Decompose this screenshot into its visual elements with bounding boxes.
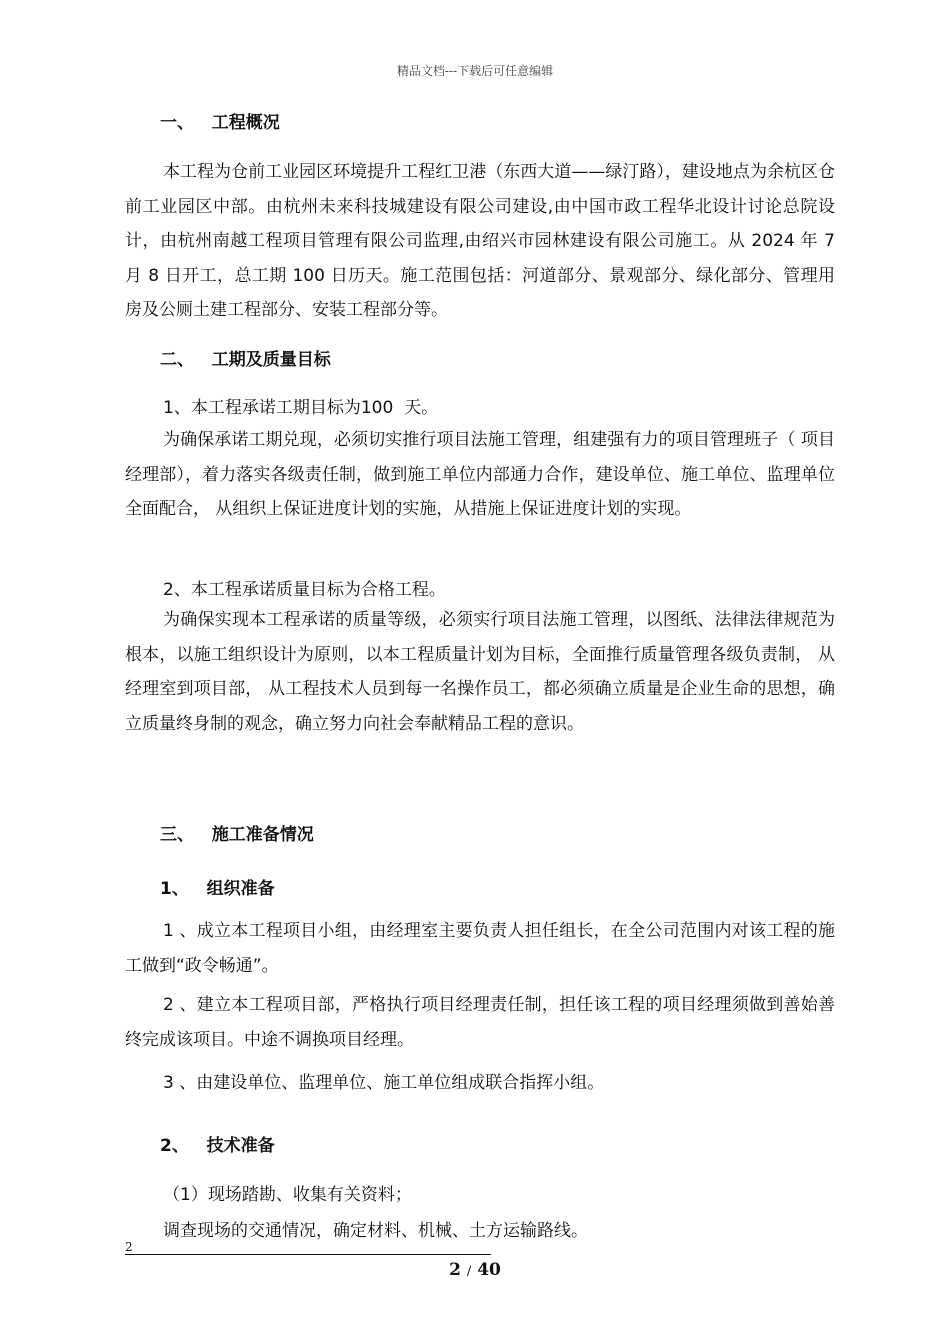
section-2-item-2: 2、本工程承诺质量目标为合格工程。 bbox=[163, 580, 446, 600]
page-number bbox=[0, 1260, 950, 1280]
page-header: 精品文档---下载后可任意编辑 bbox=[396, 64, 554, 78]
subsection-technical-heading: 2、 技术准备 bbox=[160, 1136, 275, 1156]
organization-item-1: 1 、成立本工程项目小组，由经理室主要负责人担任组长，在全公司范围内对该工程的施工做到“政令畅通”。 bbox=[125, 921, 835, 976]
section-1-heading: 一、 工程概况 bbox=[160, 113, 280, 133]
footer-divider bbox=[125, 1254, 491, 1255]
page-separator: / bbox=[466, 1264, 472, 1279]
organization-item-2: 2 、建立本工程项目部，严格执行项目经理责任制，担任该工程的项目经理须做到善始善终完成该项目。中途不调换项目经理。 bbox=[125, 995, 835, 1050]
organization-item-3: 3 、由建设单位、监理单位、施工单位组成联合指挥小组。 bbox=[163, 1073, 605, 1093]
section-2-item-2-detail: 为确保实现本工程承诺的质量等级，必须实行项目法施工管理，以图纸、法律法律规范为根本，以施工组织设计为原则，以本工程质量计划为目标，全面推行质量管理各级负责制， 从经理室到项目部， 从工程技术人员到每一名操作员工，都必须确立质量是企业生命的思想，确立质量终身制的观念，确立努力向社会奉献精品工程的意识。 bbox=[125, 610, 835, 734]
section-3-heading: 三、 施工准备情况 bbox=[160, 825, 314, 845]
section-2-item-1-detail: 为确保承诺工期兑现，必须切实推行项目法施工管理，组建强有力的项目管理班子（ 项目经理部），着力落实各级责任制，做到施工单位内部通力合作，建设单位、施工单位、监理单位全面配合， 从组织上保证进度计划的实施，从措施上保证进度计划的实现。 bbox=[125, 430, 835, 519]
page-total: 40 bbox=[477, 1260, 501, 1280]
page-current: 2 bbox=[449, 1260, 461, 1280]
section-2-heading: 二、 工期及质量目标 bbox=[160, 350, 331, 370]
footer-left-number: 2 bbox=[125, 1240, 133, 1254]
section-1-paragraph: 本工程为仓前工业园区环境提升工程红卫港（东西大道——绿汀路），建设地点为余杭区仓前工业园区中部。由杭州未来科技城建设有限公司建设,由中国市政工程华北设计讨论总院设计，由杭州南越工程项目管理有限公司监理,由绍兴市园林建设有限公司施工。从 2024 年 7 月 8 日开工，总工期 100 日历天。施工范围包括：河道部分、景观部分、绿化部分、管理用房及公厕土建工程部分、安装工程部分等。 bbox=[125, 162, 835, 320]
technical-item-1: （1）现场踏勘、收集有关资料； bbox=[163, 1185, 412, 1205]
technical-item-1-detail: 调查现场的交通情况，确定材料、机械、土方运输路线。 bbox=[163, 1221, 588, 1241]
subsection-organization-heading: 1、 组织准备 bbox=[160, 879, 275, 899]
section-2-item-1: 1、本工程承诺工期目标为100 天。 bbox=[163, 398, 439, 418]
